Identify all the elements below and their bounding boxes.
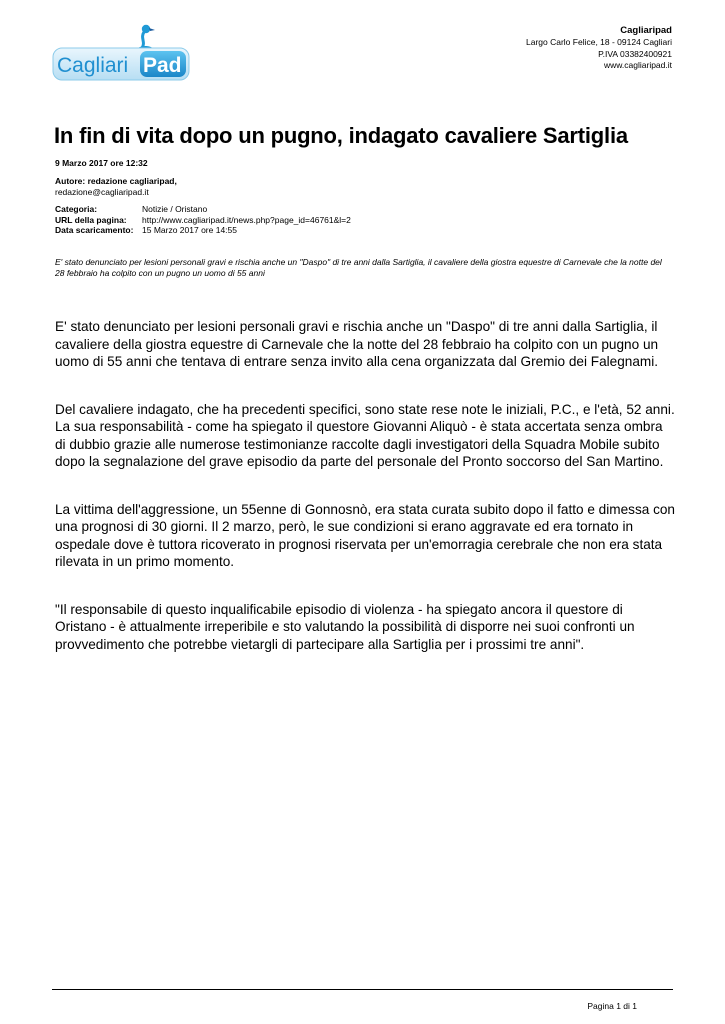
article-title: In fin di vita dopo un pugno, indagato cavaliere Sartiglia [54,123,628,148]
author-email[interactable]: redazione@cagliaripad.it [55,186,149,197]
article-paragraph: Del cavaliere indagato, che ha precedenti specifici, sono state rese note le iniziali, P.C., e l'età, 52 anni. La sua responsabilità - come ha spiegato il questore Giovanni Aliquò - è stata accertata senza ombra di dubbio grazie alle numerose testimonianze raccolte dagli investigatori della Squadra Mobile subito dopo la segnalazione del grave episodio da parte del personale del Pronto soccorso del San Martino. [55,401,675,469]
company-name: Cagliaripad [620,25,672,36]
article-summary: E' stato denunciato per lesioni personali gravi e rischia anche un "Daspo" di tre anni dalla Sartiglia, il cavaliere della giostra equestre di Carnevale che la notte del 28 febbraio ha colpito con un pugno un uomo di 55 anni [55,257,662,278]
publisher-info [526,25,672,72]
company-vat: P.IVA 03382400921 [598,48,672,59]
meta-key: URL della pagina: [55,214,127,225]
meta-value: 15 Marzo 2017 ore 14:55 [142,225,237,235]
article-paragraph: La vittima dell'aggressione, un 55enne di Gonnosnò, era stata curata subito dopo il fatto e dimessa con una prognosi di 30 giorni. Il 2 marzo, però, le sue condizioni si erano aggravate ed era tornato in ospedale dove è tuttora ricoverato in prognosi riservata per un'emorragia cerebrale che non era stata rilevata in un primo momento. [55,501,675,569]
company-website[interactable]: www.cagliaripad.it [603,60,672,70]
company-address: Largo Carlo Felice, 18 - 09124 Cagliari [526,37,672,47]
article-meta-table [55,204,351,236]
svg-text:Cagliari: Cagliari [57,54,129,77]
svg-text:Pad: Pad [143,54,182,77]
meta-key: Categoria: [55,204,98,214]
article-date: 9 Marzo 2017 ore 12:32 [55,158,148,168]
footer-divider [52,989,673,990]
article-author [55,176,177,197]
meta-value-url[interactable]: http://www.cagliaripad.it/news.php?page_id=46761&l=2 [142,214,351,225]
meta-row-download-date [55,225,351,236]
author-label: Autore: redazione cagliaripad, [55,176,177,186]
meta-value: Notizie / Oristano [142,204,208,214]
meta-key: Data scaricamento: [55,225,134,235]
article-paragraph: "Il responsabile di questo inqualificabile episodio di violenza - ha spiegato ancora il questore di Oristano - è attualmente irreperibile e sto valutando la possibilità di disporre nei suoi confronti un provvedimento che potrebbe vietargli di partecipare alla Sartiglia per i prossimi tre anni". [55,601,635,652]
cagliaripad-logo [52,22,192,84]
article-paragraph: E' stato denunciato per lesioni personali gravi e rischia anche un "Daspo" di tre anni dalla Sartiglia, il cavaliere della giostra equestre di Carnevale che la notte del 28 febbraio ha colpito con un pugno un uomo di 55 anni che tentava di entrare senza invito alla cena organizzata dal Gremio dei Falegnami. [55,319,659,369]
meta-row-category [55,204,351,215]
page-number: Pagina 1 di 1 [587,1001,637,1011]
article-body [55,318,675,683]
meta-row-url [55,215,351,226]
